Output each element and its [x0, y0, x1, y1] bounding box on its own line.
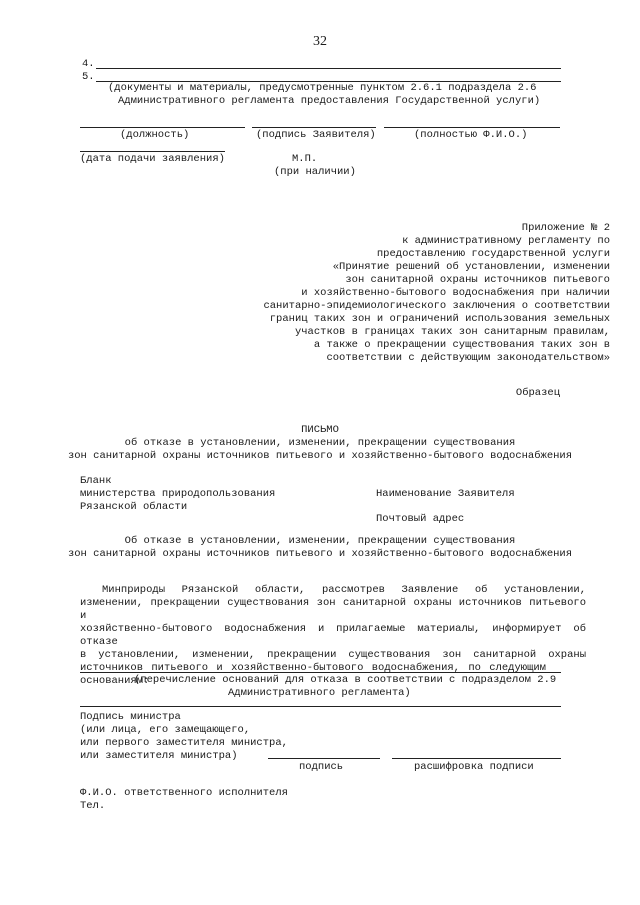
minister-signature-line: (или лица, его замещающего, — [80, 724, 251, 736]
minister-decoding-label: расшифровка подписи — [414, 761, 534, 773]
reasons-line-2 — [80, 706, 561, 707]
executor-name-label: Ф.И.О. ответственного исполнителя — [80, 787, 288, 799]
minister-signature-line: или первого заместителя министра, — [80, 737, 288, 749]
docs-caption-line1: (документы и материалы, предусмотренные пунктом 2.6.1 подраздела 2.6 — [108, 82, 537, 94]
applicant-name: Наименование Заявителя — [376, 488, 515, 500]
body-line: изменении, прекращении существования зон санитарной охраны источников питьевого и — [80, 597, 586, 622]
minister-signature-line: или заместителя министра) — [80, 750, 238, 762]
list-item-5: 5. — [82, 71, 95, 83]
position-line — [80, 127, 245, 128]
date-label: (дата подачи заявления) — [80, 153, 225, 165]
executor-phone-label: Тел. — [80, 800, 106, 812]
minister-decoding-line-rule — [392, 758, 561, 759]
subject-line: зон санитарной охраны источников питьевого и хозяйственно-бытового водоснабжения — [67, 548, 573, 560]
appendix-line: границ таких зон и ограничений использования земельных — [269, 313, 610, 325]
stamp-note: (при наличии) — [274, 166, 356, 178]
signature-line — [252, 127, 376, 128]
body-line: хозяйственно-бытового водоснабжения и прилагаемые материалы, информирует об отказе — [80, 623, 586, 648]
body-line: источников питьевого и хозяйственно-бытового водоснабжения, по следующим — [80, 662, 546, 674]
letter-title — [0, 424, 640, 463]
appendix-line: предоставлению государственной услуги — [376, 248, 610, 260]
minister-signature-line-rule — [268, 758, 380, 759]
letterhead-region: Рязанской области — [80, 501, 188, 513]
appendix-line: Приложение № 2 — [521, 222, 610, 234]
minister-signature-heading: Подпись министра — [80, 711, 181, 723]
applicant-address: Почтовый адрес — [376, 513, 465, 525]
body-line: Минприроды Рязанской области, рассмотрев Заявление об установлении, — [102, 584, 586, 596]
full-name-label: (полностью Ф.И.О.) — [414, 129, 528, 141]
appendix-block — [190, 222, 610, 365]
sample-label: Образец — [515, 387, 560, 399]
letterhead-blank: Бланк — [80, 475, 112, 487]
appendix-line: санитарно-эпидемиологического заключения о соответствии — [263, 300, 610, 312]
minister-signature-label: подпись — [299, 761, 344, 773]
appendix-line: зон санитарной охраны источников питьевого — [345, 274, 610, 286]
body-line: в установлении, изменении, прекращении существования зон санитарной охраны — [80, 649, 586, 661]
list-item-4: 4. — [82, 58, 95, 70]
date-line — [80, 151, 225, 152]
page-number: 32 — [313, 34, 327, 49]
letterhead-ministry: министерства природопользования — [80, 488, 276, 500]
appendix-line: и хозяйственно-бытового водоснабжения при наличии — [301, 287, 610, 299]
body-line: основаниям: — [80, 675, 150, 687]
reasons-caption-line1: (перечисление оснований для отказа в соответствии с подразделом 2.9 — [134, 674, 557, 686]
appendix-line: «Принятие решений об установлении, изменении — [332, 261, 610, 273]
list-item-4-line — [96, 68, 561, 69]
position-label: (должность) — [120, 129, 190, 141]
full-name-line — [384, 127, 560, 128]
letter-title-line: зон санитарной охраны источников питьевого и хозяйственно-бытового водоснабжения — [67, 450, 573, 462]
subject-line: Об отказе в установлении, изменении, прекращении существования — [124, 535, 516, 547]
reasons-line — [80, 672, 561, 673]
stamp-label: М.П. — [292, 153, 318, 165]
letter-subject — [0, 535, 640, 561]
applicant-signature-label: (подпись Заявителя) — [256, 129, 376, 141]
letter-title-heading: ПИСЬМО — [301, 424, 339, 436]
appendix-line: участков в границах таких зон санитарным правилам, — [294, 326, 610, 338]
reasons-caption-line2: Административного регламента) — [228, 687, 411, 699]
docs-caption-line2: Административного регламента предоставления Государственной услуги) — [118, 95, 541, 107]
letter-title-line: об отказе в установлении, изменении, прекращении существования — [124, 437, 516, 449]
appendix-line: к административному регламенту по — [402, 235, 610, 247]
appendix-line: соответствии с действующим законодательством» — [326, 352, 610, 364]
appendix-line: а также о прекращении существования таких зон в — [313, 339, 610, 351]
